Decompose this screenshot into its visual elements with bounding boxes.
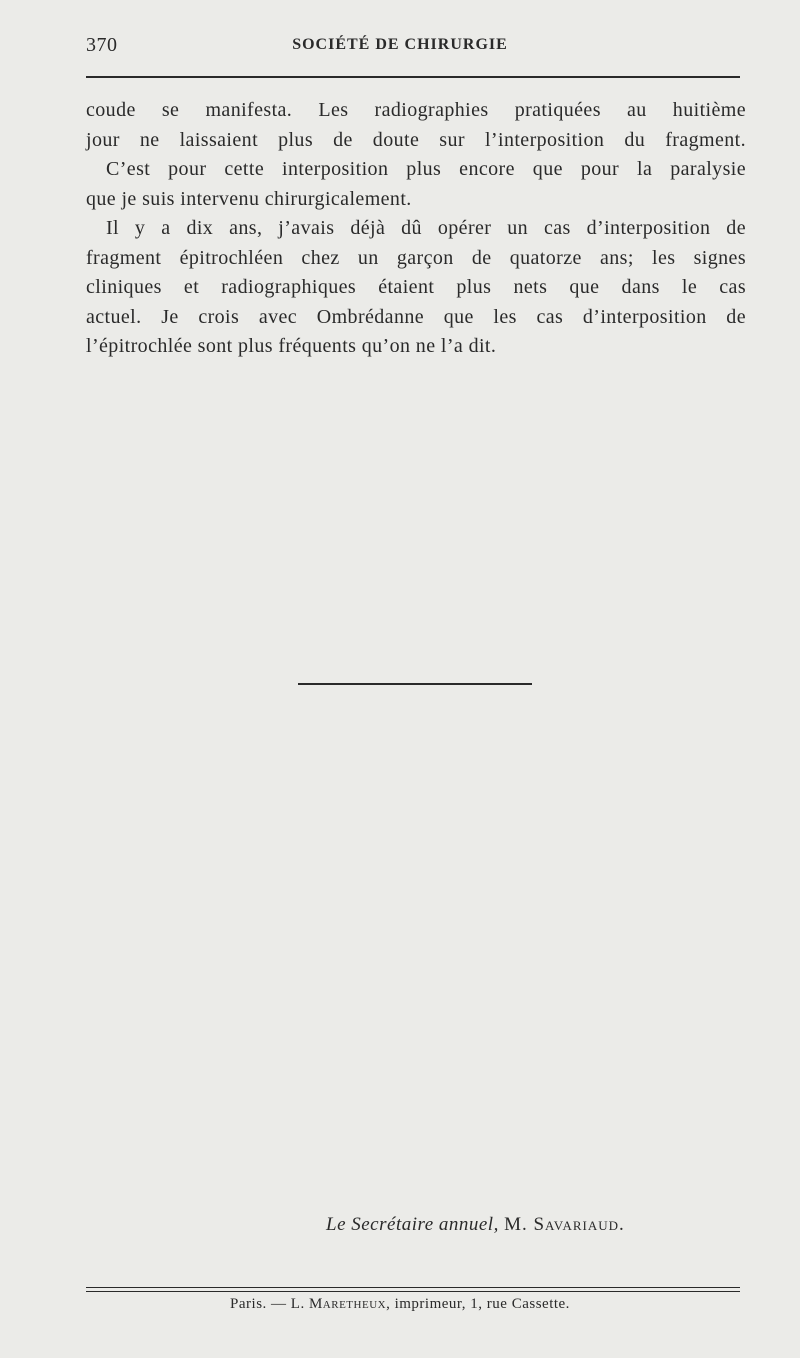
signature-role: Le Secrétaire annuel, (326, 1214, 499, 1235)
body-text (86, 96, 746, 362)
text-line: l’épitrochlée sont plus fréquents qu’on ne l’a dit. (86, 335, 497, 357)
footer-rule-top (86, 1287, 740, 1288)
text-line: jour ne laissaient plus de doute sur l’interposition du fragment. (86, 128, 746, 151)
text-line: coude se manifesta. Les radiographies pratiquées au huitième (86, 99, 746, 121)
text-line: C’est pour cette interposition plus encore que pour la paralysie (106, 158, 746, 180)
text-line: que je suis intervenu chirurgicalement. (86, 187, 412, 210)
text-line: actuel. Je crois avec Ombrédanne que les cas d’interposition de (86, 305, 746, 328)
text-line: Il y a dix ans, j’avais déjà dû opérer un cas d’interposition de (106, 217, 746, 239)
signature (326, 1214, 625, 1236)
imprint-suffix: , imprimeur, 1, rue Cassette. (386, 1296, 570, 1312)
header-rule (86, 76, 740, 78)
running-head: SOCIÉTÉ DE CHIRURGIE (292, 36, 508, 53)
imprint-prefix: Paris. — L. (230, 1296, 309, 1312)
signature-name: M. Savariaud. (504, 1214, 625, 1235)
text-line: fragment épitrochléen chez un garçon de quatorze ans; les signes (86, 246, 746, 269)
text-line: cliniques et radiographiques étaient plus nets que dans le cas (86, 276, 746, 298)
footer-rule-bottom (86, 1291, 740, 1292)
section-divider (298, 683, 532, 685)
imprint (0, 1296, 800, 1313)
printer-name: Maretheux (308, 1296, 387, 1312)
page-number: 370 (86, 34, 118, 56)
